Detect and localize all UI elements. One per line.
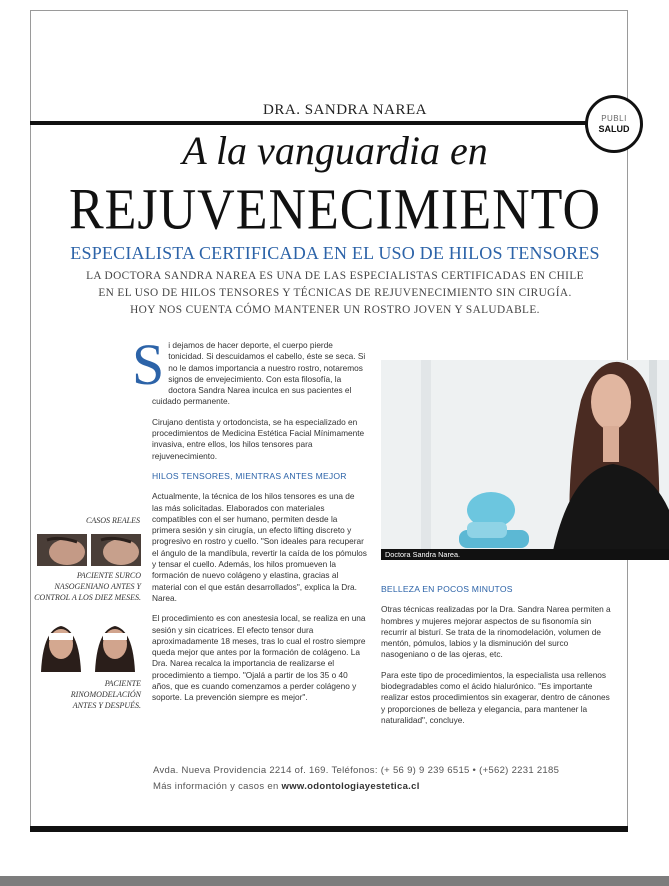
website-link[interactable]: www.odontologiayestetica.cl	[281, 781, 420, 792]
drop-cap: S	[132, 332, 165, 397]
paragraph-2: Cirujano dentista y ortodoncista, se ha especializado en procedimientos de Medicina Estética Facial Mínimamente invasiva, entre ellos, los hilos tensores para rejuvenecimiento.	[152, 416, 365, 461]
author-name: DRA. SANDRA NAREA	[263, 102, 427, 118]
intro-line-3: HOY NOS CUENTA CÓMO MANTENER UN ROSTRO JOVEN Y SALUDABLE.	[130, 304, 540, 316]
badge-line-publi: PUBLI	[601, 114, 627, 123]
right-paragraph-2: Para este tipo de procedimientos, la especialista usa rellenos biodegradables como el ácido hialurónico. "Es importante realizar estos procedimientos sin exagerar, dentro de cánones y proporciones de belleza y elegancia, para mantener la naturalidad", concluye.	[381, 669, 610, 725]
footer-band	[0, 876, 669, 886]
case-photo-surco	[37, 534, 141, 566]
section-heading-hilos: HILOS TENSORES, MIENTRAS ANTES MEJOR	[152, 470, 347, 481]
footer-address-phones: Avda. Nueva Providencia 2214 of. 169. Teléfonos: (+ 56 9) 9 239 6515 • (+562) 2231 2185	[153, 765, 560, 776]
doctor-photo-illustration	[381, 360, 669, 560]
bottom-rule	[30, 826, 628, 832]
paragraph-3: Actualmente, la técnica de los hilos tensores es una de las más solicitadas. Elaborados con materiales compatibles con el ser humano, permiten desde la primera sesión y sin cirugía, un efecto lifting discreto y progresivo en rostro y cuello. "Son ideales para recuperar el ángulo de la mandíbula, revertir la caída de los pómulos y tensar el cuello. Además, los hilos promueven la formación de nuevo colágeno y elastina, gracias al material con el que están desarrollados", explica la Dra. Narea.	[152, 491, 367, 603]
caption-2-line-1: PACIENTE	[104, 679, 141, 688]
caption-1-line-1: PACIENTE SURCO	[76, 571, 141, 580]
caption-1-line-3: CONTROL A LOS DIEZ MESES.	[34, 593, 141, 602]
intro-line-2: EN EL USO DE HILOS TENSORES Y TÉCNICAS DE REJUVENECIMIENTO SIN CIRUGÍA.	[98, 287, 572, 299]
case-photo-rinomodelacion	[37, 620, 141, 672]
intro-paragraph	[70, 268, 600, 319]
paragraph-4: El procedimiento es con anestesia local, se realiza en una sesión y sin cicatrices. El efecto tensor dura aproximadamente 18 meses, tras lo cual el rostro siempre queda mejor que antes por la formación de colágeno. La Dra. Narea recalca la importancia de realizarse el procedimiento a tiempo. "Ojalá a partir de los 35 o 40 años, que es cuando comenzamos a perder colágeno y soporte. La prevención siempre es mejor".	[152, 613, 366, 703]
caption-1-line-2: NASOGENIANO ANTES Y	[54, 582, 141, 591]
intro-line-1: LA DOCTORA SANDRA NAREA ES UNA DE LAS ESPECIALISTAS CERTIFICADAS EN CHILE	[86, 270, 584, 282]
subtitle: ESPECIALISTA CERTIFICADA EN EL USO DE HILOS TENSORES	[70, 243, 600, 263]
photo-caption: Doctora Sandra Narea.	[385, 550, 461, 559]
cases-label: CASOS REALES	[86, 516, 140, 525]
footer-contact	[153, 763, 559, 795]
caption-2-line-2: RINOMODELACIÓN	[70, 690, 141, 699]
headline-line-2: REJUVENECIMIENTO	[68, 178, 602, 243]
header-rule	[30, 121, 598, 125]
right-paragraph-1: Otras técnicas realizadas por la Dra. Sandra Narea permiten a hombres y mujeres mejorar aspectos de su fisonomía sin recurrir al bisturí. Se trata de la rinomodelación, volumen de mentón, pómulos, labios y la disminución del surco nasogeniano o de las ojeras, etc.	[381, 604, 611, 660]
left-column	[132, 332, 367, 713]
section-heading-belleza: BELLEZA EN POCOS MINUTOS	[381, 584, 513, 594]
photo-caption-bar	[381, 549, 669, 560]
paragraph-1-text: i dejamos de hacer deporte, el cuerpo pierde tonicidad. Si descuidamos el cabello, éste se seca. Si no le damos importancia a nuestro rostro, notaremos signos de envejecimiento. Con esta filosofía, la doctora Sandra Narea inculca en sus pacientes el cuidado permanente.	[152, 340, 366, 407]
doctor-photo	[381, 360, 669, 560]
case-caption-surco	[30, 570, 141, 603]
headline-line-1: A la vanguardia en	[182, 128, 488, 173]
footer-more-info	[153, 779, 559, 795]
caption-2-line-3: ANTES Y DESPUÉS.	[72, 701, 141, 710]
footer-more-info-text: Más información y casos en	[153, 781, 279, 792]
case-caption-rinomodelacion	[40, 678, 141, 711]
badge-line-salud: SALUD	[598, 124, 630, 134]
paragraph-1	[132, 332, 367, 408]
right-column	[381, 584, 613, 735]
